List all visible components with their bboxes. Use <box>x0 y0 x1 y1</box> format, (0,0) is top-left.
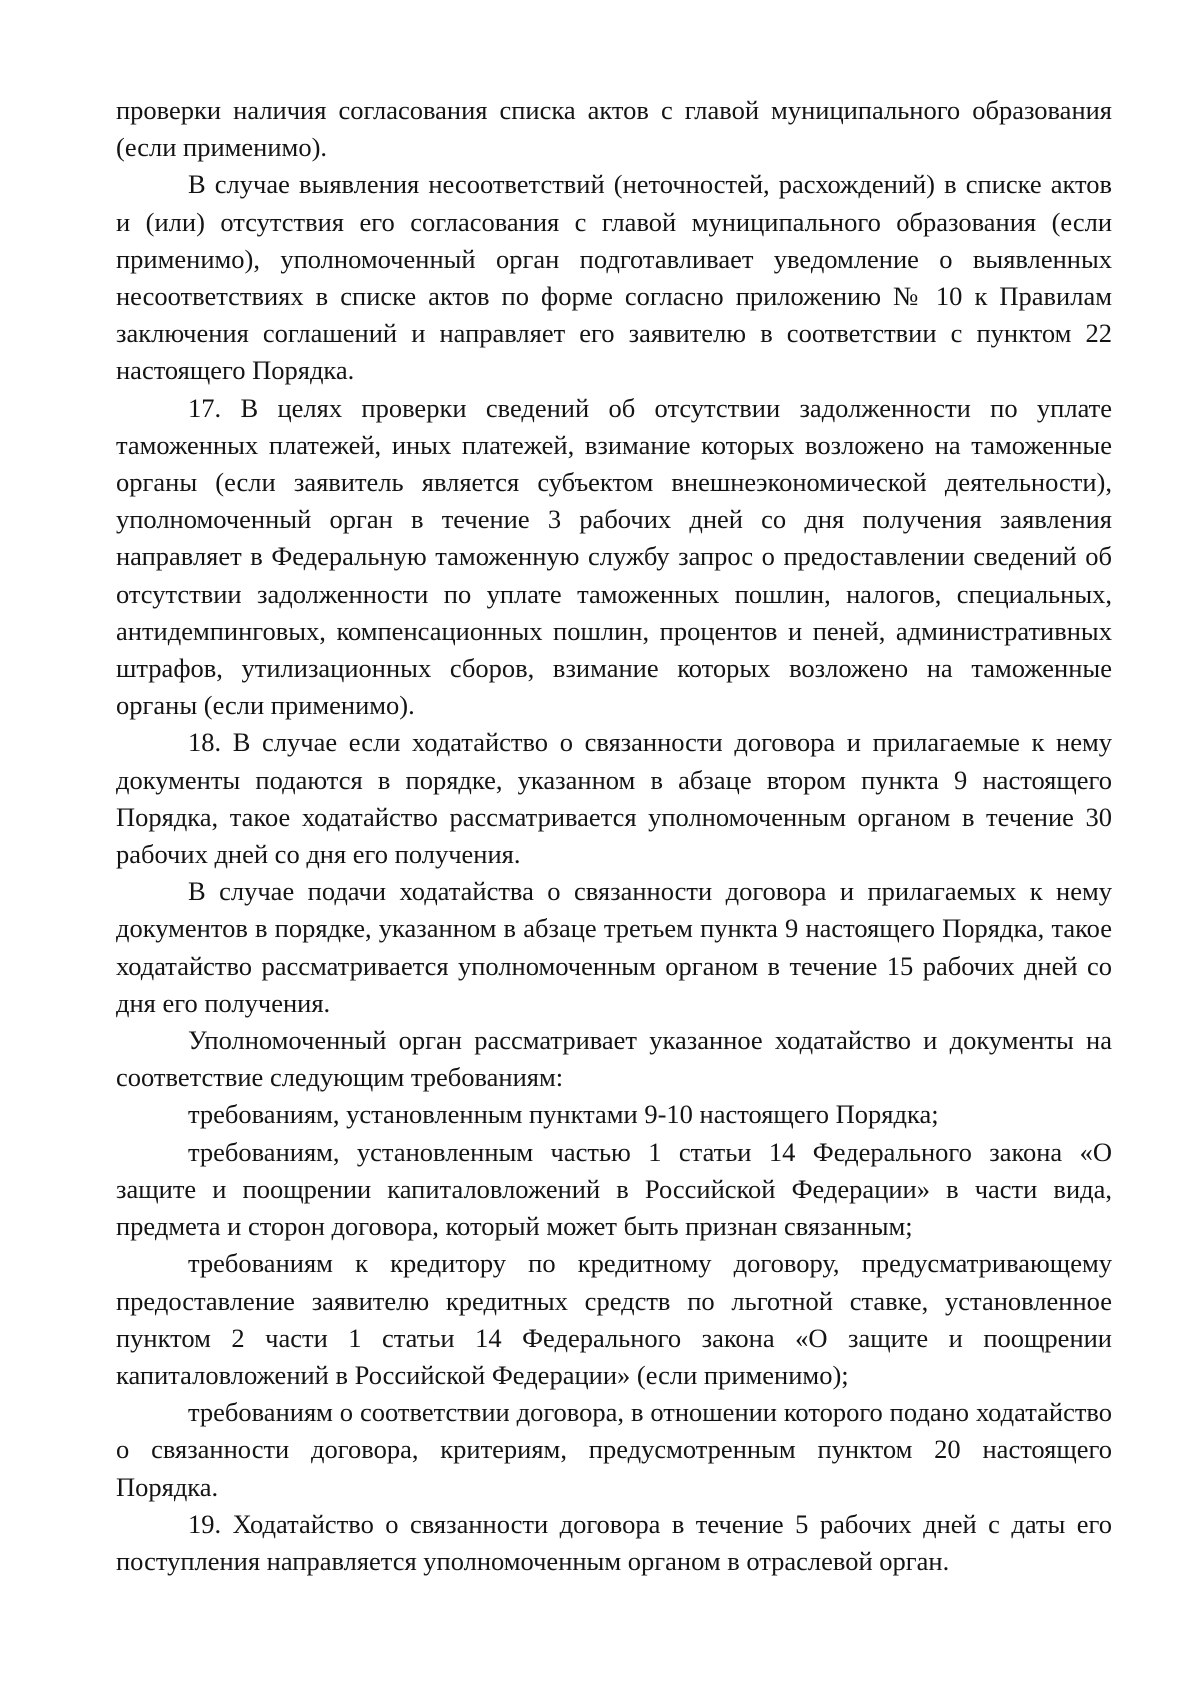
paragraph-nonconformity-notice: В случае выявления несоответствий (неточностей, расхождений) в списке актов и (или) отсутствия его согласования с главой муниципального образования (если применимо), уполномоченный орган подготавливает уведомление о выявленных несоответствиях в списке актов по форме согласно приложению № 10 к Правилам заключения соглашений и направляет его заявителю в соответствии с пунктом 22 настоящего Порядка. <box>116 169 1112 386</box>
document-page <box>116 92 1112 1580</box>
paragraph-requirement-2: требованиям, установленным частью 1 статьи 14 Федерального закона «О защите и поощрении капиталовложений в Российской Федерации» в части вида, предмета и сторон договора, который может быть признан связанным; <box>116 1136 1112 1242</box>
paragraph-requirement-3: требованиям к кредитору по кредитному договору, предусматривающему предоставление заявителю кредитных средств по льготной ставке, установленное пунктом 2 части 1 статьи 14 Федерального закона «О защите и поощрении капиталовложений в Российской Федерации» (если применимо); <box>116 1248 1112 1390</box>
paragraph-item-19: 19. Ходатайство о связанности договора в течение 5 рабочих дней с даты его поступления направляется уполномоченным органом в отраслевой орган. <box>116 1508 1112 1576</box>
paragraph-requirement-1: требованиям, установленным пунктами 9-10 настоящего Порядка; <box>188 1099 939 1130</box>
paragraph-item-17: 17. В целях проверки сведений об отсутствии задолженности по уплате таможенных платежей, иных платежей, взимание которых возложено на таможенные органы (если заявитель является субъектом внешнеэкономической деятельности), уполномоченный орган в течение 3 рабочих дней со дня получения заявления направляет в Федеральную таможенную службу запрос о предоставлении сведений об отсутствии задолженности по уплате таможенных пошлин, налогов, специальных, антидемпинговых, компенсационных пошлин, процентов и пеней, административных штрафов, утилизационных сборов, взимание которых возложено на таможенные органы (если применимо). <box>116 392 1112 721</box>
paragraph-item-18: 18. В случае если ходатайство о связанности договора и прилагаемые к нему документы подаются в порядке, указанном в абзаце втором пункта 9 настоящего Порядка, такое ходатайство рассматривается уполномоченным органом в течение 30 рабочих дней со дня его получения. <box>116 727 1112 870</box>
paragraph-continuation: проверки наличия согласования списка актов с главой муниципального образования (если применимо). <box>116 95 1112 163</box>
paragraph-item-18-second: В случае подачи ходатайства о связанности договора и прилагаемых к нему документов в порядке, указанном в абзаце третьем пункта 9 настоящего Порядка, такое ходатайство рассматривается уполномоченным органом в течение 15 рабочих дней со дня его получения. <box>116 876 1112 1018</box>
paragraph-requirements-intro: Уполномоченный орган рассматривает указанное ходатайство и документы на соответствие следующим требованиям: <box>116 1025 1112 1093</box>
paragraph-requirement-4: требованиям о соответствии договора, в отношении которого подано ходатайство о связанности договора, критериям, предусмотренным пунктом 20 настоящего Порядка. <box>116 1397 1112 1502</box>
